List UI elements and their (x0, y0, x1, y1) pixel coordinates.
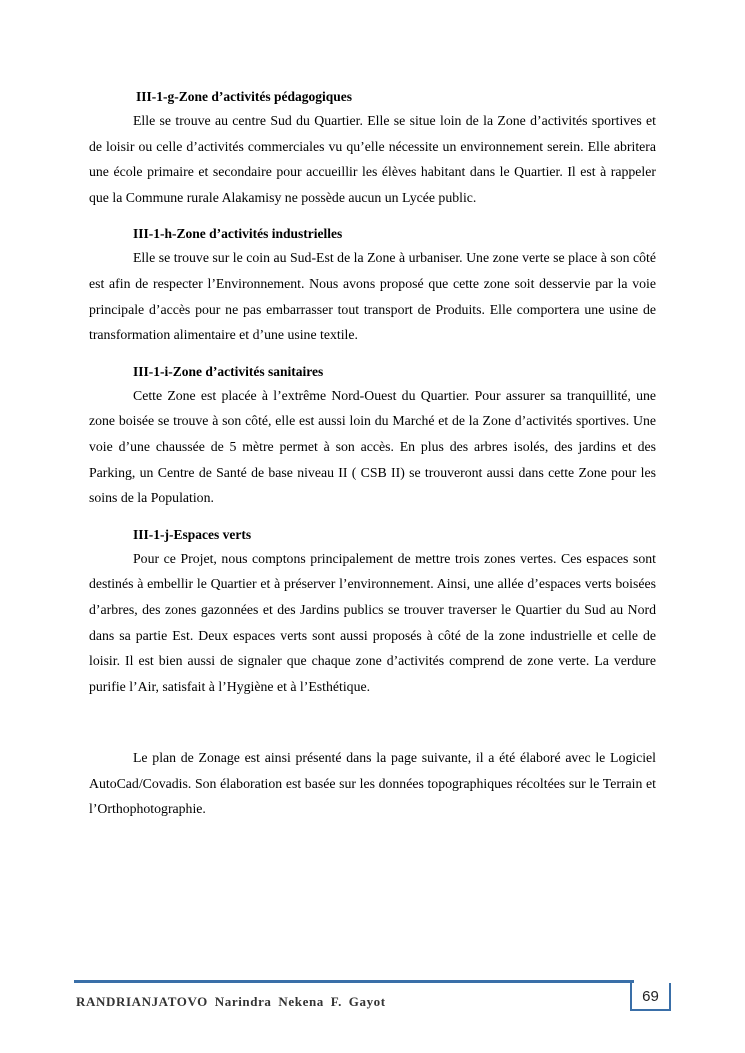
section-heading: III-1-g-Zone d’activités pédagogiques (136, 89, 353, 104)
section-heading: III-1-h-Zone d’activités industrielles (133, 226, 343, 242)
footer-divider (74, 980, 634, 983)
footer-author: RANDRIANJATOVO Narindra Nekena F. Gayot (76, 994, 386, 1009)
section-industrial-zone (89, 223, 656, 347)
page-body (89, 86, 656, 822)
section-sanitary-zone (89, 361, 656, 511)
section-heading: III-1-i-Zone d’activités sanitaires (133, 363, 324, 379)
closing-paragraph: Le plan de Zonage est ainsi présenté dans la page suivante, il a été élaboré avec le Logiciel AutoCad/Covadis. Son élaboration est basée sur les données topographiques récoltées sur le Terrain et l’Orthophotographie. (89, 750, 656, 817)
section-green-spaces (89, 524, 656, 700)
section-heading: III-1-j-Espaces verts (133, 526, 252, 542)
section-paragraph: Elle se trouve au centre Sud du Quartier. Elle se situe loin de la Zone d’activités sportives et de loisir ou celle d’activités commerciales vu qu’elle nécessite un environnement serein. Elle abritera une école primaire et secondaire pour accueillir les élèves habitant dans le Quartier. Il est à rappeler que la Commune rurale Alakamisy ne possède aucun un Lycée public. (89, 113, 656, 205)
page-number: 69 (630, 983, 671, 1011)
section-paragraph: Elle se trouve sur le coin au Sud-Est de la Zone à urbaniser. Une zone verte se place à son côté est afin de respecter l’Environnement. Nous avons proposé que cette zone soit desservie par la voie principale d’accès pour ne pas embarrasser tout transport de Produits. Elle comportera une usine de transformation alimentaire et d’une usine textile. (89, 250, 656, 343)
section-paragraph: Cette Zone est placée à l’extrême Nord-Ouest du Quartier. Pour assurer sa tranquillité, une zone boisée se trouve à son côté, elle est aussi loin du Marché et de la Zone d’activités sportives. Une voie d’une chaussée de 5 mètre permet à son accès. En plus des arbres isolés, des jardins et des Parking, un Centre de Santé de base niveau II ( CSB II) se trouveront aussi dans cette Zone pour les soins de la Population. (89, 387, 656, 506)
section-pedagogical-zone (89, 86, 656, 210)
section-paragraph: Pour ce Projet, nous comptons principalement de mettre trois zones vertes. Ces espaces sont destinés à embellir le Quartier et à préserver l’environnement. Ainsi, une allée d’espaces verts boisées d’arbres, des zones gazonnées et des Jardins publics se trouver traverser le Quartier du Sud au Nord dans sa partie Est. Deux espaces verts sont aussi proposés à côté de la zone industrielle et celle de loisir. Il est bien aussi de signaler que chaque zone d’activités comprend de zone verte. La verdure purifie l’Air, satisfait à l’Hygiène et à l’Esthétique. (89, 550, 656, 694)
